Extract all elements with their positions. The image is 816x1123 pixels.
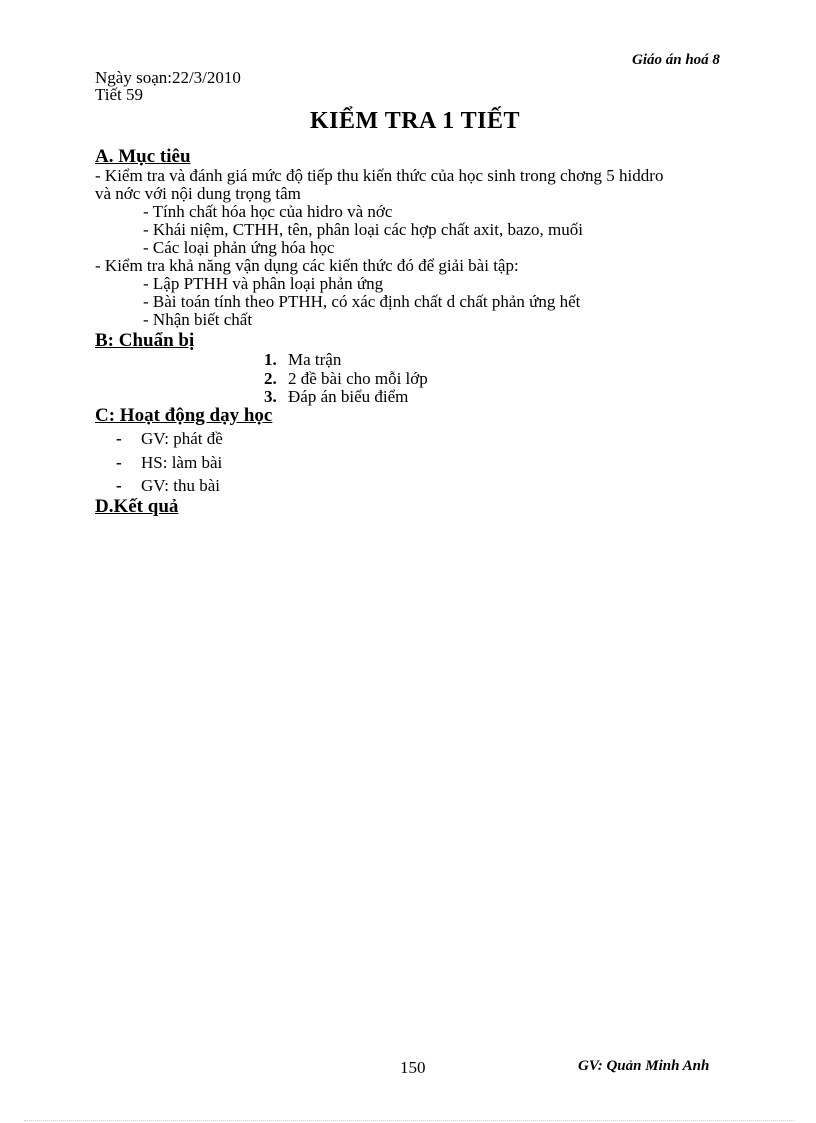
list-item-text: HS: làm bài (141, 453, 223, 472)
section-d-heading: D.Kết quả (95, 496, 179, 517)
list-item-text: GV: phát đề (141, 429, 223, 448)
section-b-heading: B: Chuẩn bị (95, 330, 195, 351)
list-item (264, 350, 341, 370)
footer-teacher: GV: Quản Minh Anh (578, 1058, 710, 1074)
page-title: KIỂM TRA 1 TIẾT (309, 108, 520, 134)
section-a-line: - Khái niệm, CTHH, tên, phân loại các hợp chất axit, bazo, muối (143, 220, 583, 239)
lesson-number: Tiết 59 (95, 85, 144, 104)
list-item-text: Đáp án biểu điểm (288, 387, 409, 406)
section-a-heading: A. Mục tiêu (95, 146, 191, 167)
list-item (116, 453, 222, 473)
section-a-line: - Kiểm tra và đánh giá mức độ tiếp thu kiến thức của học sinh trong chơng 5 hiddro (95, 166, 664, 185)
section-a-line: - Kiểm tra khả năng vận dụng các kiến thức đó để giải bài tập: (95, 256, 519, 275)
list-item-text: 2 đề bài cho mỗi lớp (288, 369, 428, 388)
section-a-line: - Các loại phản ứng hóa học (143, 238, 335, 257)
list-item-number: 2. (264, 369, 277, 388)
footer-divider (24, 1120, 794, 1121)
list-item-number: 3. (264, 387, 277, 406)
section-a-line: và nớc với nội dung trọng tâm (95, 184, 301, 203)
list-item (264, 369, 428, 389)
section-a-line: - Lập PTHH và phân loại phản ứng (143, 274, 384, 293)
page-number: 150 (400, 1058, 426, 1077)
list-item (116, 429, 223, 449)
list-item-number: 1. (264, 350, 277, 369)
bullet-dash: - (116, 476, 122, 495)
bullet-dash: - (116, 429, 122, 448)
list-item (264, 387, 408, 407)
section-a-line: - Bài toán tính theo PTHH, có xác định chất d chất phản ứng hết (143, 292, 581, 311)
list-item (116, 476, 220, 496)
list-item-text: Ma trận (288, 350, 342, 369)
list-item-text: GV: thu bài (141, 476, 221, 495)
section-a-line: - Tính chất hóa học của hidro và nớc (143, 202, 393, 221)
preparation-date: Ngày soạn:22/3/2010 (95, 68, 241, 87)
bullet-dash: - (116, 453, 122, 472)
section-c-heading: C: Hoạt động dạy học (95, 405, 273, 426)
section-a-line: - Nhận biết chất (143, 310, 253, 329)
document-header: Giáo án hoá 8 (632, 52, 720, 68)
